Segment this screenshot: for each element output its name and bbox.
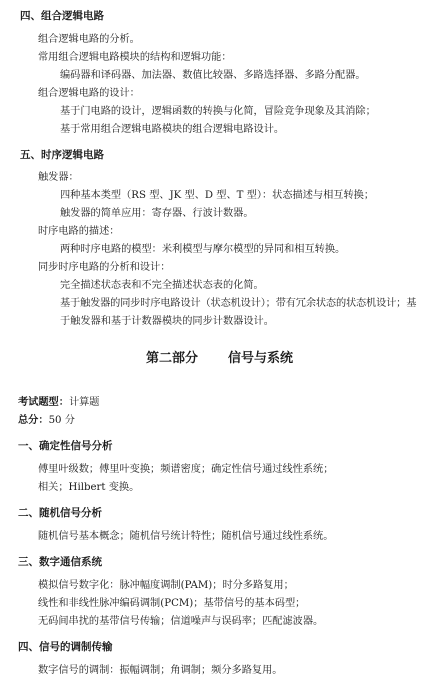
body-line: 基于触发器的同步时序电路设计（状态机设计）；带有冗余状态的状态机设计；基 bbox=[60, 298, 417, 309]
body-line: 四种基本类型（RS 型、JK 型、D 型、T 型）：状态描述与相互转换； bbox=[60, 190, 375, 201]
body-line: 组合逻辑电路的设计： bbox=[38, 88, 140, 99]
exam-type-value: 计算题 bbox=[68, 397, 100, 408]
section-heading: 一、确定性信号分析 bbox=[18, 440, 113, 452]
exam-score-label: 总分： bbox=[18, 414, 49, 426]
body-line: 时序电路的描述： bbox=[38, 226, 120, 237]
body-line: 线性和非线性脉冲编码调制(PCM)；基带信号的基本码型； bbox=[38, 598, 306, 609]
body-line: 随机信号基本概念；随机信号统计特性；随机信号通过线性系统。 bbox=[38, 531, 334, 542]
body-line: 同步时序电路的分析和设计： bbox=[38, 262, 171, 273]
exam-type-label: 考试题型： bbox=[18, 396, 69, 408]
body-line: 无码间串扰的基带信号传输；信道噪声与误码率；匹配滤波器。 bbox=[38, 616, 324, 627]
section-heading: 五、时序逻辑电路 bbox=[20, 149, 104, 161]
body-line: 相关；Hilbert 变换。 bbox=[38, 482, 140, 493]
exam-score-value: 50 分 bbox=[48, 415, 75, 426]
body-line: 基于常用组合逻辑电路模块的组合逻辑电路设计。 bbox=[60, 124, 285, 135]
body-line: 于触发器和基于计数器模块的同步计数器设计。 bbox=[60, 316, 274, 327]
section-heading: 二、随机信号分析 bbox=[18, 507, 102, 519]
body-line: 两种时序电路的模型：米利模型与摩尔模型的异同和相互转换。 bbox=[60, 244, 346, 255]
body-line: 触发器： bbox=[38, 172, 79, 183]
part-number: 第二部分 bbox=[146, 351, 199, 366]
body-line: 模拟信号数字化：脉冲幅度调制(PAM)；时分多路复用； bbox=[38, 580, 294, 591]
body-line: 组合逻辑电路的分析。 bbox=[38, 34, 140, 45]
body-line: 数字信号的调制：振幅调制；角调制；频分多路复用。 bbox=[38, 665, 283, 676]
section-heading: 四、信号的调制传输 bbox=[18, 641, 113, 653]
part-name: 信号与系统 bbox=[228, 351, 294, 366]
body-line: 完全描述状态表和不完全描述状态表的化简。 bbox=[60, 280, 264, 291]
body-line: 傅里叶级数；傅里叶变换；频谱密度；确定性信号通过线性系统； bbox=[38, 464, 334, 475]
body-line: 编码器和译码器、加法器、数值比较器、多路选择器、多路分配器。 bbox=[60, 70, 366, 81]
body-line: 基于门电路的设计，逻辑函数的转换与化简，冒险竞争现象及其消除； bbox=[60, 106, 376, 117]
section-heading: 四、组合逻辑电路 bbox=[20, 10, 104, 22]
exam-score bbox=[18, 414, 75, 427]
exam-type bbox=[18, 396, 100, 409]
body-line: 触发器的简单应用：寄存器、行波计数器。 bbox=[60, 208, 254, 219]
part-title bbox=[146, 351, 293, 367]
body-line: 常用组合逻辑电路模块的结构和逻辑功能： bbox=[38, 52, 232, 63]
section-heading: 三、数字通信系统 bbox=[18, 556, 102, 568]
